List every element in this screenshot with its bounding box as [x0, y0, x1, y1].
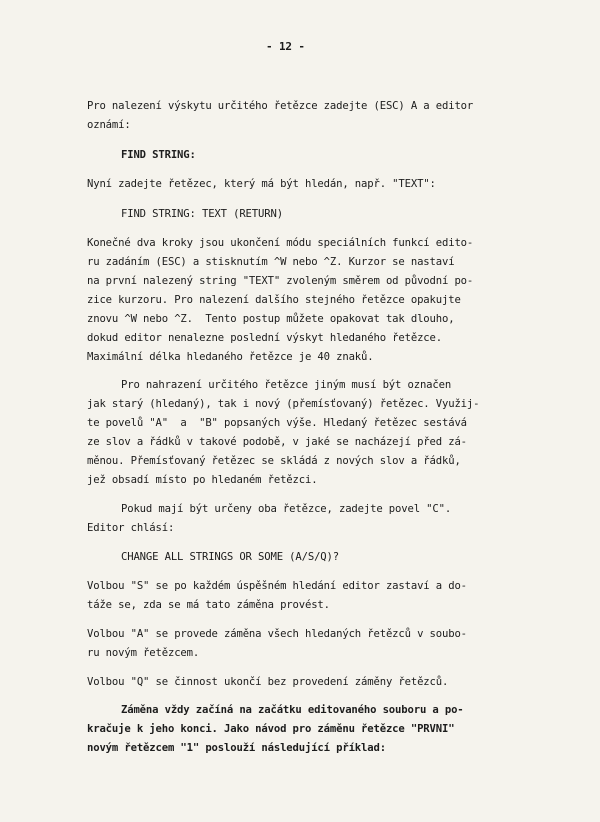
text-line: ru zadáním (ESC) a stisknutím ^W nebo ^Z. Kurzor se nastaví	[87, 256, 455, 268]
text-line: Konečné dva kroky jsou ukončení módu speciálních funkcí edito-	[87, 237, 474, 249]
text-line: te povelů "A" a "B" popsaných výše. Hledaný řetězec sestává	[87, 417, 467, 429]
command-line: CHANGE ALL STRINGS OR SOME (A/S/Q)?	[121, 551, 339, 563]
text-line: na první nalezený string "TEXT" zvoleným směrem od původní po-	[87, 275, 474, 287]
text-line: ru novým řetězcem.	[87, 647, 200, 659]
text-line: Pokud mají být určeny oba řetězce, zadejte povel "C".	[121, 503, 452, 515]
text-line: Pro nahrazení určitého řetězce jiným musí být označen	[121, 379, 452, 391]
text-line: Nyní zadejte řetězec, který má být hledán, např. "TEXT":	[87, 178, 436, 190]
text-line: Volbou "S" se po každém úspěšném hledání editor zastaví a do-	[87, 580, 467, 592]
text-line: jež obsadí místo po hledaném řetězci.	[87, 474, 318, 486]
text-line: Záměna vždy začíná na začátku editovaného souboru a po-	[121, 704, 464, 716]
command-line: FIND STRING: TEXT (RETURN)	[121, 208, 283, 220]
text-line: Pro nalezení výskytu určitého řetězce zadejte (ESC) A a editor	[87, 100, 474, 112]
text-line: znovu ^W nebo ^Z. Tento postup můžete opakovat tak dlouho,	[87, 313, 455, 325]
command-line: FIND STRING:	[121, 149, 196, 161]
text-line: dokud editor nenalezne poslední výskyt hledaného řetězce.	[87, 332, 442, 344]
text-line: měnou. Přemísťovaný řetězec se skládá z nových slov a řádků,	[87, 455, 461, 467]
text-line: jak starý (hledaný), tak i nový (přemísťovaný) řetězec. Využij-	[87, 398, 480, 410]
text-line: Maximální délka hledaného řetězce je 40 znaků.	[87, 351, 374, 363]
text-line: Volbou "A" se provede záměna všech hledaných řetězců v soubo-	[87, 628, 467, 640]
text-line: kračuje k jeho konci. Jako návod pro záměnu řetězce "PRVNI"	[87, 723, 455, 735]
text-line: oznámí:	[87, 119, 131, 131]
text-line: táže se, zda se má tato záměna provést.	[87, 599, 330, 611]
text-line: Editor chlásí:	[87, 522, 175, 534]
text-line: ze slov a řádků v takové podobě, v jaké se nacházejí před zá-	[87, 436, 467, 448]
text-line: novým řetězcem "1" poslouží následující příklad:	[87, 742, 386, 754]
text-line: zice kurzoru. Pro nalezení dalšího stejného řetězce opakujte	[87, 294, 461, 306]
text-line: Volbou "Q" se činnost ukončí bez provedení záměny řetězců.	[87, 676, 449, 688]
page-number: - 12 -	[266, 40, 305, 53]
